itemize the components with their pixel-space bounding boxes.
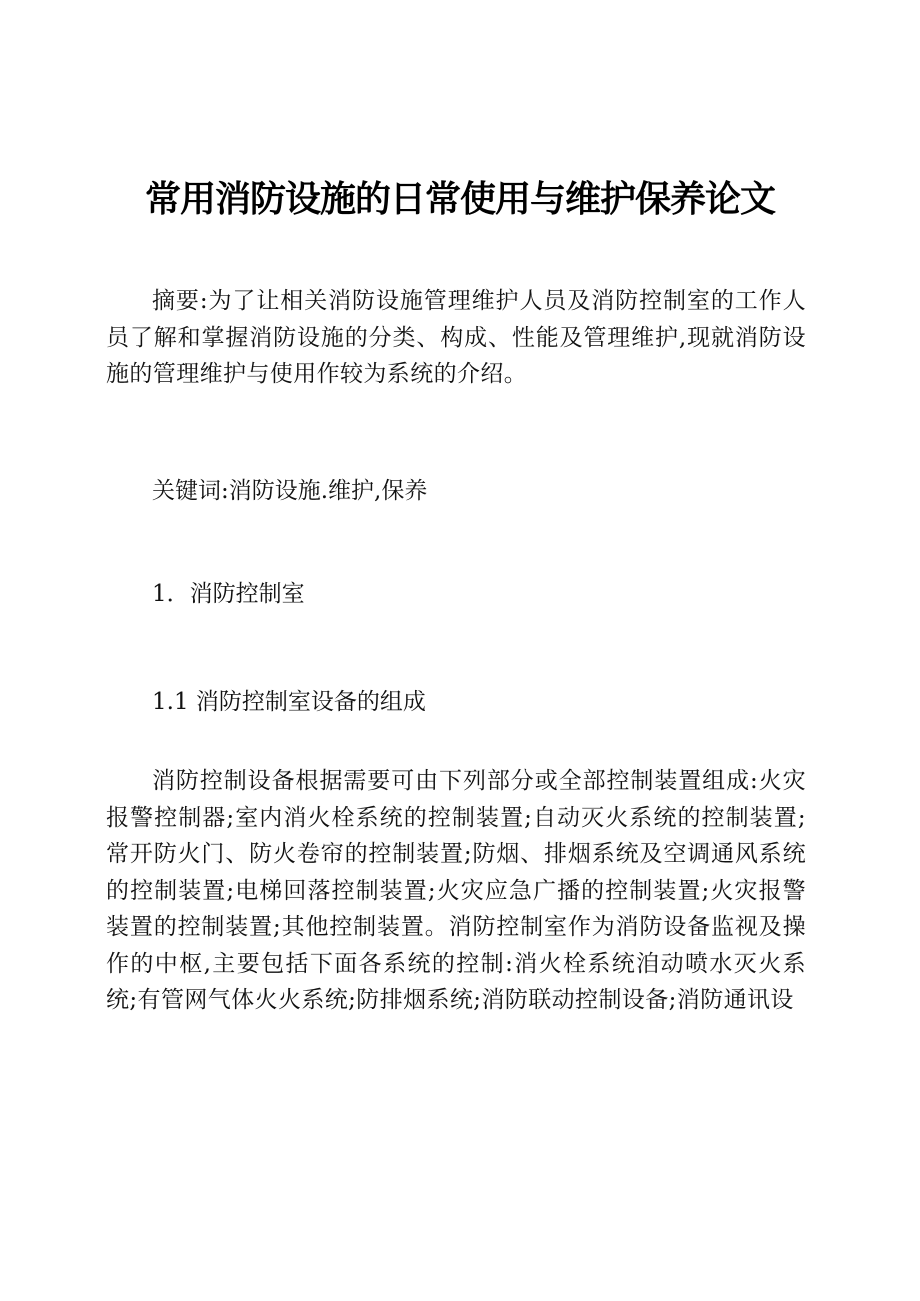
keywords-line: 关键词:消防设施.维护,保养 (152, 478, 428, 504)
section-1-1-body: 消防控制设备根据需要可由下列部分或全部控制装置组成:火灾报警控制器;室内消火栓系统的控制装置;自动灭火系统的控制装置;常开防火门、防火卷帘的控制装置;防烟、排烟系统及空调通风系统的控制装置;电梯回落控制装置;火灾应急广播的控制装置;火灾报警装置的控制装置;其他控制装置。消防控制室作为消防设备监视及操作的中枢,主要包括下面各系统的控制:消火栓系统洎动喷水灭火系统;有管网气体火火系统;防排烟系统;消防联动控制设备;消防通讯设 (106, 768, 806, 1013)
abstract-paragraph: 摘要:为了让相关消防设施管理维护人员及消防控制室的工作人员了解和掌握消防设施的分类、构成、性能及管理维护,现就消防设施的管理维护与使用作较为系统的介绍。 (106, 288, 806, 387)
document-title: 常用消防设施的日常使用与维护保养论文 (144, 179, 775, 220)
section-heading-1: 1．消防控制室 (152, 581, 305, 607)
section-heading-1-1: 1.1 消防控制室设备的组成 (152, 689, 426, 715)
